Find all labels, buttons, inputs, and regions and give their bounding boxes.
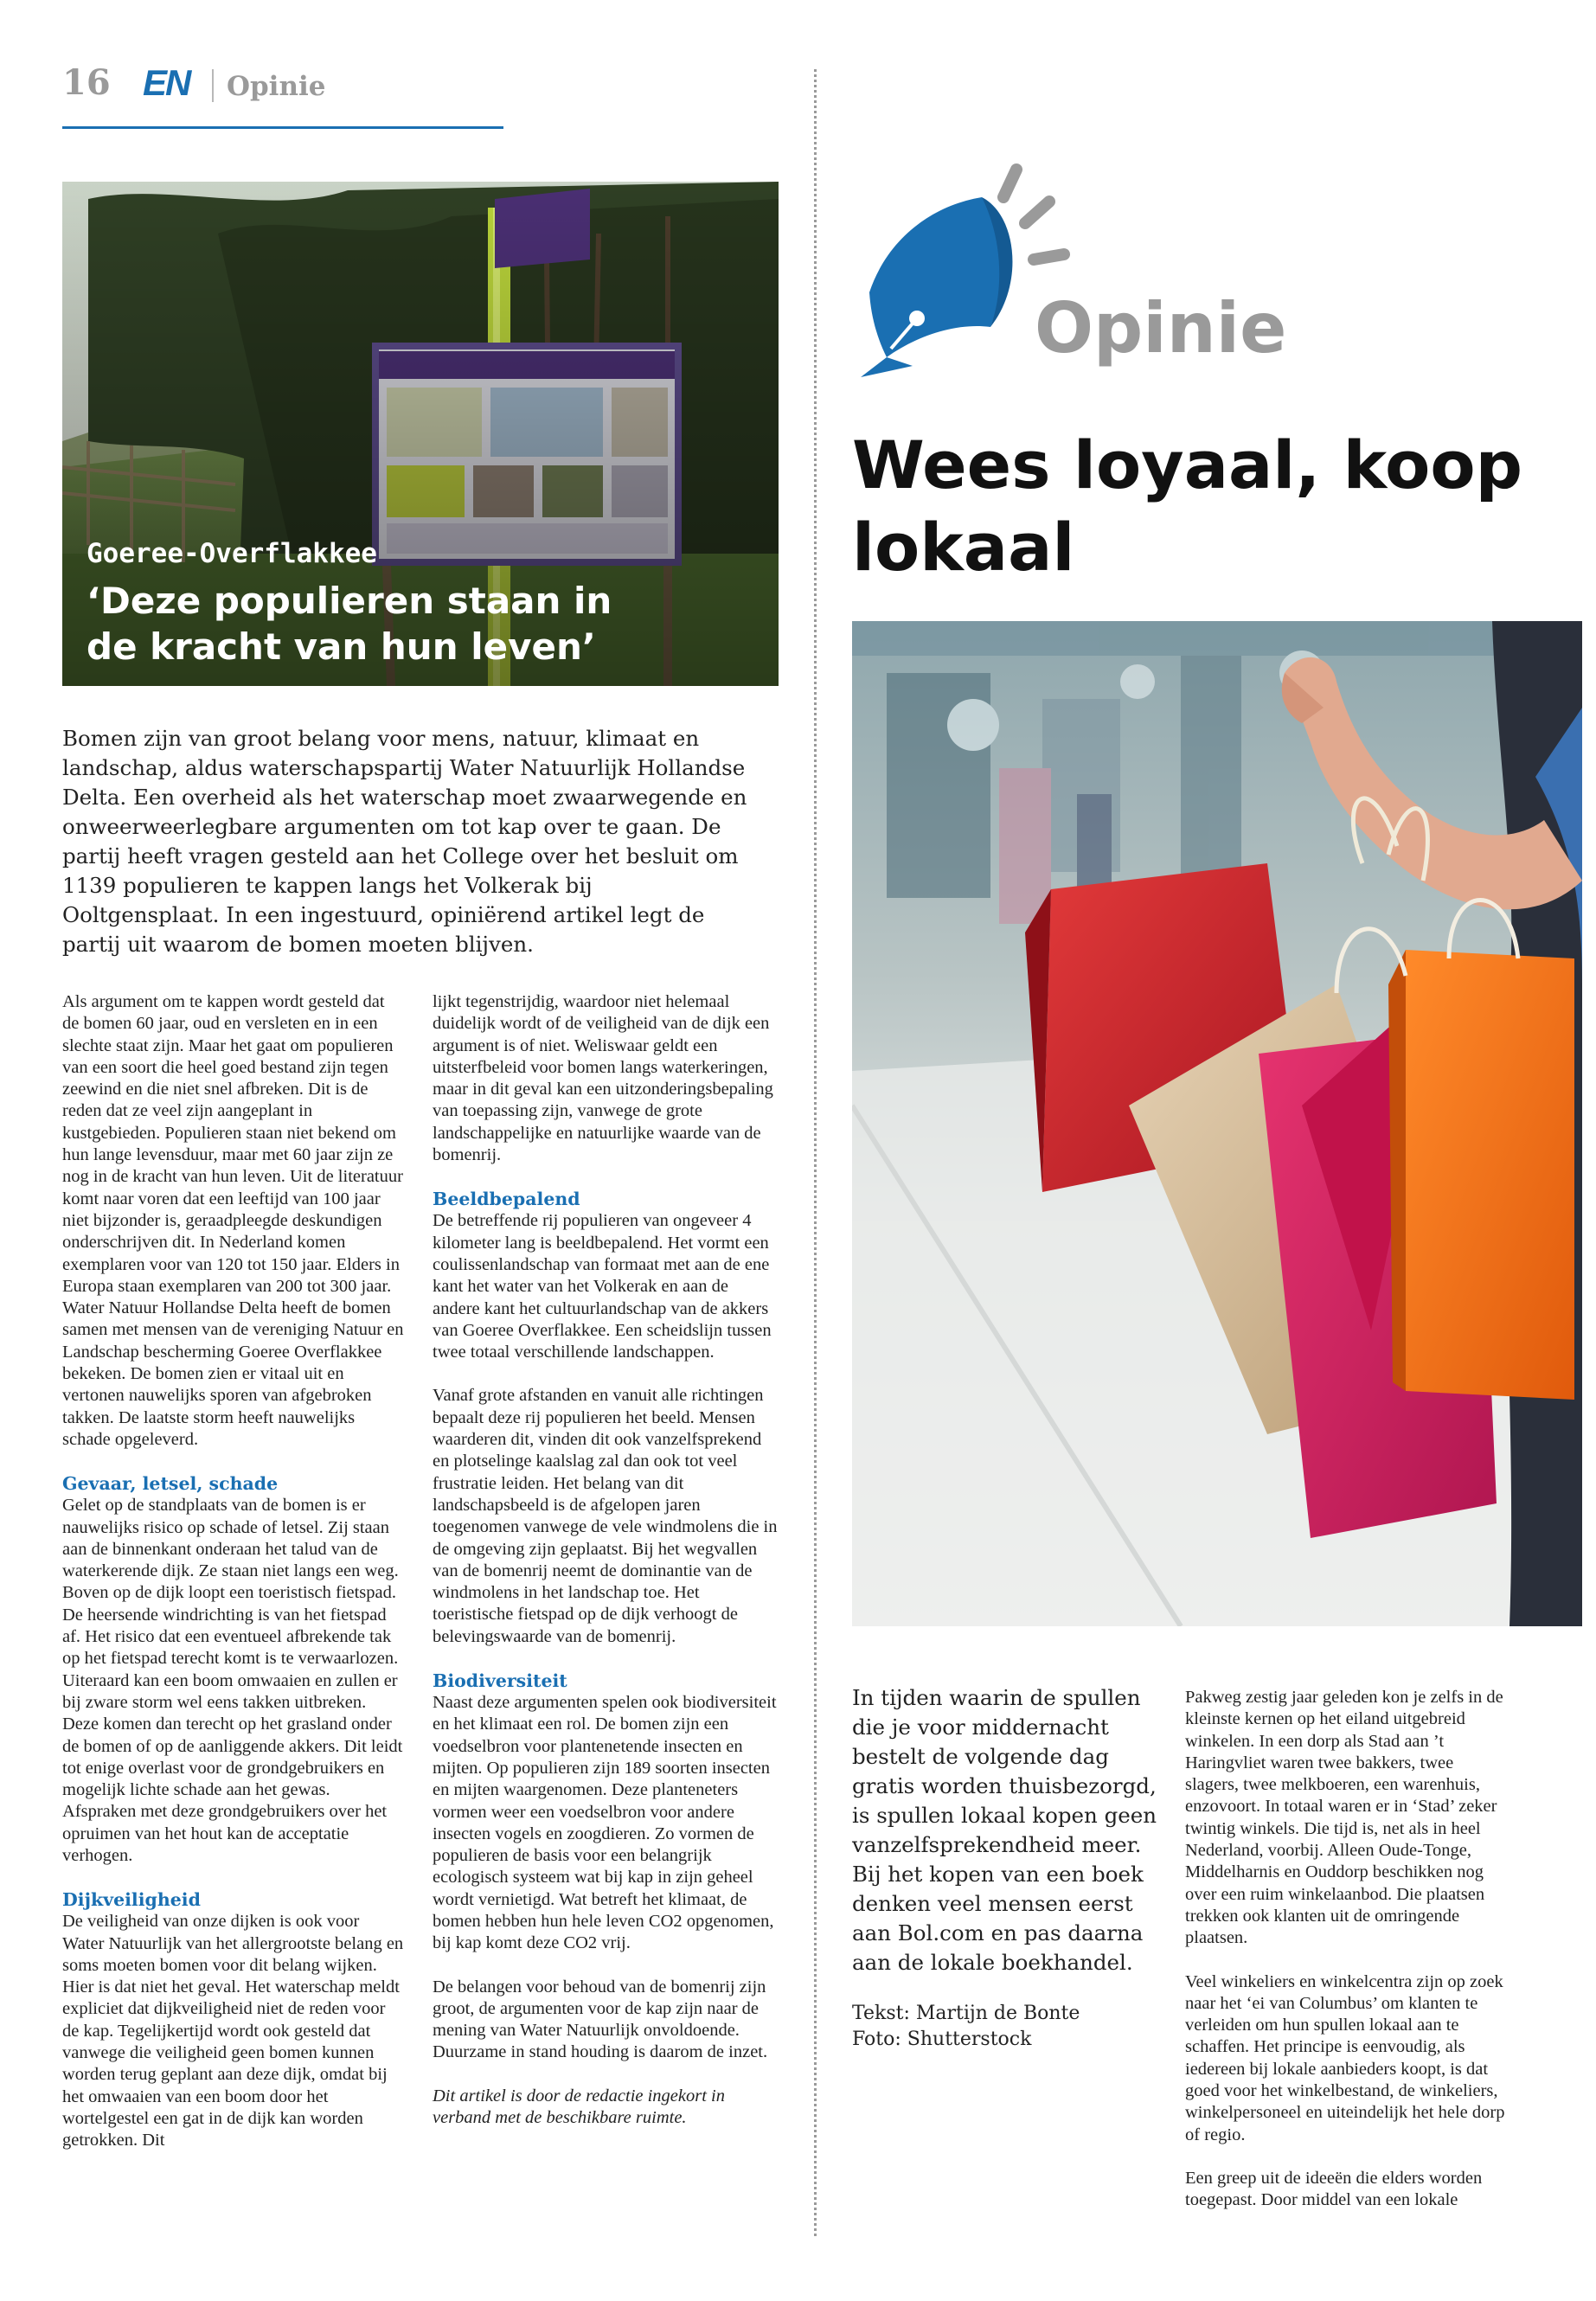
- photo-credit: Foto: Shutterstock: [852, 2029, 1032, 2050]
- body-paragraph: De veiligheid van onze dijken is ook voor Water Natuurlijk van het allergrootste belang en soms moeten bomen voor dit belang wijken. Hier is dat niet het geval. Het waterschap meldt expliciet dat dijkveiligheid niet de reden voor de kap. Tegelijkertijd wordt ook gesteld dat vanwege die veiligheid geen bomen kunnen worden terug geplant aan deze dijk, omdat bij het omwaaien van een boom door het wortelgestel een gat in de dijk kan worden getrokken. Dit: [62, 1912, 404, 2150]
- body-paragraph: Naast deze argumenten spelen ook biodiversiteit en het klimaat een rol. De bomen zijn een voedselbron voor plantenetende insecten en mijten. Op populieren zijn 189 soorten insecten en mijten waargenomen. Deze planteneters vormen weer een voedselbron voor andere insecten vogels en zoogdieren. Zo vormen de populieren de basis voor een belangrijk ecologisch systeem wat bij kap in zijn geheel wordt vernietigd. Wat betreft het klimaat, de bomen hebben hun hele leven CO2 opgenomen, bij kap komt deze CO2 vrij.: [433, 1693, 777, 1953]
- opinion-column: [1185, 1687, 1509, 2234]
- body-paragraph: Veel winkeliers en winkelcentra zijn op zoek naar het ‘ei van Columbus’ om klanten te verleiden om hun spullen lokaal aan te schaffen. Het principe is eenvoudig, als iedereen bij lokale aanbieders koopt, is dat goed voor het winkelbestand, de winkeliers, winkelpersoneel en uiteindelijk het hele dorp of regio.: [1185, 1971, 1505, 2144]
- header-rule: [62, 126, 503, 129]
- editor-note: Dit artikel is door de redactie ingekort in verband met de beschikbare ruimte.: [433, 2086, 725, 2128]
- page-number: 16: [62, 62, 111, 103]
- subheading: Dijkveiligheid: [62, 1889, 201, 1911]
- subheading: Gevaar, letsel, schade: [62, 1473, 279, 1495]
- article-column-1: [62, 991, 404, 2174]
- opinion-credits: [852, 2001, 1172, 2053]
- body-paragraph: Vanaf grote afstanden en vanuit alle richtingen bepaalt deze rij populieren het beeld. Mensen waarderen dit, vinden dit ook vanzelfsprekend en plotselinge kaalslag zal dan ook tot veel frustratie leiden. Het belang van dit landschapsbeeld is de afgelopen jaren toegenomen vanwege de vele windmolens die in de omgeving zijn geplaatst. Bij het wegvallen van de bomenrij neemt de dominantie van de windmolens in het landschap toe. Het toeristische fietspad op de dijk verhoogt de belevingswaarde van de bomenrij.: [433, 1386, 778, 1646]
- body-paragraph: Gelet op de standplaats van de bomen is er nauwelijks risico op schade of letsel. Zij staan aan de binnenkant onderaan het talud van de waterkerende dijk. Ze staan niet langs een weg. Boven op de dijk loopt een toeristisch fietspad. De heersende windrichting is van het fietspad af. Het risico dat een eventueel afbrekende tak op het fietspad terecht komt is te verwaarlozen. Uiteraard kan een boom omwaaien en zullen er bij zware storm wel eens takken uitbreken. Deze komen dan terecht op het grasland onder de bomen of op de aanliggende akkers. Dit leidt tot enige overlast voor de grondgebruikers en mogelijk lichte schade aan het gewas. Afspraken met deze grondgebruikers over het opruimen van het hout kan de acceptatie verhogen.: [62, 1496, 403, 1865]
- body-paragraph: Als argument om te kappen wordt gesteld dat de bomen 60 jaar, oud en versleten en in een slechte staat zijn. Maar het gaat om populieren van een soort die heel goed bestand zijn tegen zeewind en die niet snel afbreken. Dit is de reden dat ze veel zijn aangeplant in kustgebieden. Populieren staan niet bekend om hun lange levensduur, maar met 60 jaar zijn ze nog in de kracht van hun leven. Uit de literatuur komt naar voren dat een leeftijd van 100 jaar niet bijzonder is, geraadpleegde deskundigen onderschrijven dit. In Nederland komen exemplaren voor van 120 tot 150 jaar. Elders in Europa staan exemplaren van 200 tot 300 jaar. Water Natuur Hollandse Delta heeft de bomen samen met mensen van de vereniging Natuur en Landschap bescherming Goeree Overflakkee bekeken. De bomen zien er vitaal uit en vertonen nauwelijks sporen van afgebroken takken. De laatste storm heeft nauwelijks schade opgeleverd.: [62, 992, 404, 1449]
- body-paragraph: lijkt tegenstrijdig, waardoor niet helemaal duidelijk wordt of de veiligheid van de dijk een argument is of niet. Weliswaar geldt een uitsterfbeleid voor bomen langs waterkeringen, maar in dit geval kan een uitzonderingsbepaling van toepassing zijn, vanwege de grote landschappelijke en natuurlijke waarde van de bomenrij.: [433, 992, 773, 1165]
- shopping-bags-photo: [852, 621, 1582, 1626]
- publication-logo: EN: [143, 62, 190, 103]
- opinion-headline: Wees loyaal, koop lokaal: [852, 426, 1522, 586]
- column-divider: [814, 69, 817, 2236]
- section-label: Opinie: [227, 71, 326, 102]
- body-paragraph: De belangen voor behoud van de bomenrij zijn groot, de argumenten voor de kap zijn naar de mening van Water Natuurlijk onvoldoende. Duurzame in stand houding is daarom de inzet.: [433, 1977, 768, 2062]
- opinion-label: Opinie: [1035, 288, 1287, 369]
- body-paragraph: Pakweg zestig jaar geleden kon je zelfs in de kleinste kernen op het eiland uitgebreid winkelen. In een dorp als Stad aan ’t Haringvliet waren twee bakkers, twee slagers, twee melkboeren, een warenhuis, enzovoort. In totaal waren er in ‘Stad’ zeker twintig winkels. Die tijd is, net als in heel Nederland, voorbij. Alleen Oude-Tonge, Middelharnis en Ouddorp beschikken nog over een ruim winkelaanbod. Die plaatsen trekken ook klanten uit de omringende plaatsen.: [1185, 1688, 1503, 1948]
- body-paragraph: Een greep uit de ideeën die elders worden toegepast. Door middel van een lokale: [1185, 2168, 1483, 2210]
- article-intro: [62, 724, 754, 959]
- subheading: Biodiversiteit: [433, 1670, 567, 1692]
- article-kicker: Goeree-Overflakkee: [87, 538, 377, 569]
- text-credit: Tekst: Martijn de Bonte: [852, 2003, 1080, 2024]
- intro-paragraph: Bomen zijn van groot belang voor mens, natuur, klimaat en landschap, aldus waterschapspartij Water Natuurlijk Hollandse Delta. Een overheid als het waterschap moet zwaarwegende en onweerweerlegbare argumenten om tot kap over te gaan. De partij heeft vragen gesteld aan het College over het besluit om 1139 populieren te kappen langs het Volkerak bij Ooltgensplaat. In een ingestuurd, opiniërend artikel legt de partij uit waarom de bomen moeten blijven.: [62, 726, 747, 957]
- body-paragraph: De betreffende rij populieren van ongeveer 4 kilometer lang is beeldbepalend. Het vormt een coulissenlandschap van formaat met aan de ene kant het water van het Volkerak en aan de andere kant het cultuurlandschap van de akkers van Goeree Overflakkee. Een scheidslijn tussen twee totaal verschillende landschappen.: [433, 1211, 772, 1362]
- lead-paragraph: In tijden waarin de spullen die je voor middernacht bestelt de volgende dag gratis worden thuisbezorgd, is spullen lokaal kopen geen vanzelfsprekendheid meer. Bij het kopen van een boek denken veel mensen eerst aan Bol.com en pas daarna aan de lokale boekhandel.: [852, 1685, 1157, 1975]
- header-divider: [212, 69, 214, 102]
- article-column-2: [433, 991, 779, 2150]
- article-headline: ‘Deze populieren staan in de kracht van hun leven’: [87, 580, 612, 668]
- opinion-lead: [852, 1683, 1172, 1977]
- subheading: Beeldbepalend: [433, 1189, 580, 1210]
